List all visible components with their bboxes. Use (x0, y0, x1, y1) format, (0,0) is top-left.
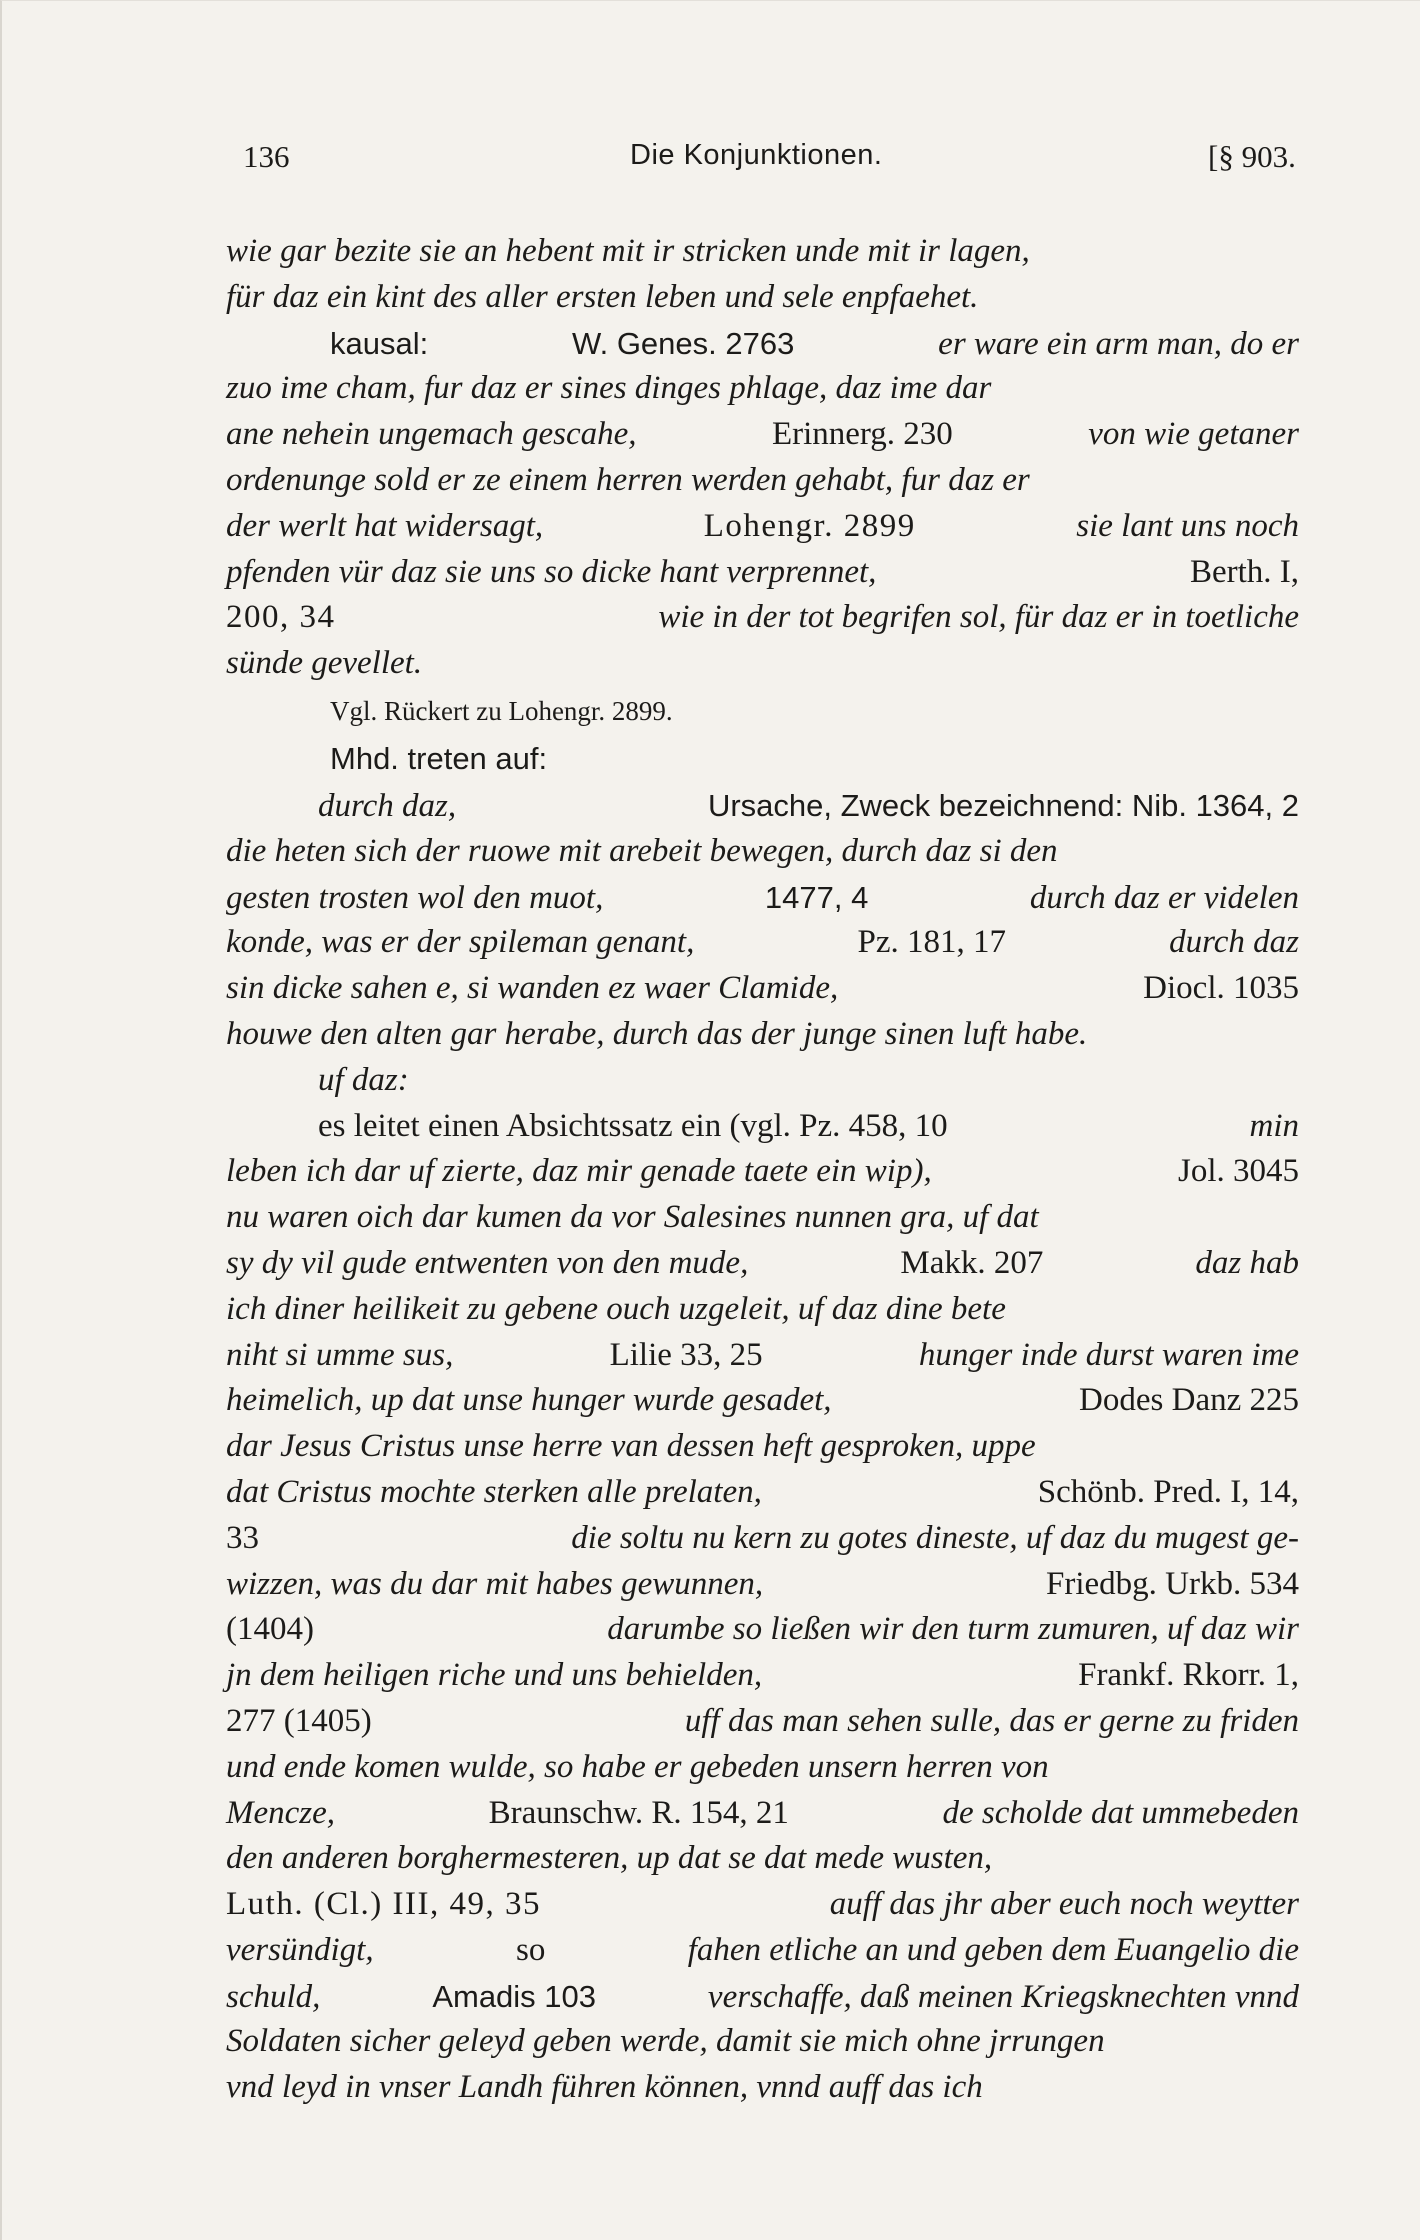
text-line (226, 229, 1299, 275)
citation-text: 33 (226, 1519, 259, 1556)
text-line (226, 2019, 1299, 2065)
quoted-text: fahen etliche an und geben dem Euangelio die (687, 1931, 1299, 1968)
quoted-text: houwe den alten gar herabe, durch das der junge sinen luft habe. (226, 1015, 1088, 1052)
quoted-text: vnd leyd in vnser Landh führen können, vnnd auff das ich (226, 2069, 983, 2106)
text-line (226, 875, 1299, 921)
quoted-text: auff das jhr aber euch noch weytter (829, 1886, 1299, 1923)
text-line (226, 504, 1299, 550)
text-line (226, 1974, 1299, 2020)
citation-text: kausal: (330, 325, 429, 361)
quoted-text: sünde gevellet. (226, 645, 423, 682)
text-line (226, 1470, 1299, 1516)
citation-text: Jol. 3045 (1177, 1153, 1299, 1190)
citation-text: 1477, 4 (764, 879, 869, 915)
citation-text: Diocl. 1035 (1143, 970, 1299, 1007)
text-line (226, 458, 1299, 504)
citation-text: Pz. 181, 17 (857, 924, 1006, 961)
citation-text: Vgl. Rückert zu Lohengr. 2899. (330, 695, 673, 726)
quoted-text: daz hab (1195, 1244, 1299, 1281)
quoted-text: sin dicke sahen e, si wanden ez waer Clamide, (226, 970, 839, 1007)
quoted-text: nu waren oich dar kumen da vor Salesines nunnen gra, uf dat (226, 1199, 1039, 1236)
quoted-text: sie lant uns noch (1076, 507, 1299, 544)
text-line (226, 321, 1299, 367)
citation-text: Mhd. treten auf: (330, 740, 548, 776)
text-line (226, 1287, 1299, 1333)
text-line (226, 595, 1299, 641)
text-line (226, 1516, 1299, 1562)
text-line (226, 2065, 1299, 2111)
quoted-text: schuld, (226, 1978, 321, 2015)
text-line (226, 1882, 1299, 1928)
quoted-text: darumbe so ließen wir den turm zumuren, uf daz wir (607, 1611, 1299, 1648)
text-line (226, 412, 1299, 458)
citation-text: Makk. 207 (900, 1244, 1044, 1281)
text-line (226, 366, 1299, 412)
running-title: Die Konjunktionen. (630, 139, 883, 171)
quoted-text: verschaffe, daß meinen Kriegsknechten vnnd (707, 1978, 1299, 2015)
citation-text: Lilie 33, 25 (609, 1336, 763, 1373)
running-header (2, 139, 1420, 189)
quoted-text: ane nehein ungemach gescahe, (226, 416, 637, 453)
text-line (226, 1699, 1299, 1745)
text-line (226, 783, 1299, 829)
quoted-text: leben ich dar uf zierte, daz mir genade taete ein wip), (226, 1153, 932, 1190)
citation-text: (1404) (226, 1611, 314, 1648)
quoted-text: durch daz er videlen (1029, 879, 1299, 916)
text-line (226, 550, 1299, 596)
text-line (226, 1653, 1299, 1699)
quoted-text: gesten trosten wol den muot, (226, 879, 604, 916)
quoted-text: ordenunge sold er ze einem herren werden gehabt, fur daz er (226, 461, 1030, 498)
quoted-text: dar Jesus Cristus unse herre van dessen heft gesproken, uppe (226, 1428, 1036, 1465)
text-line (226, 1424, 1299, 1470)
quoted-text: wie in der tot begrifen sol, für daz er in toetliche (658, 599, 1299, 636)
citation-text: Schönb. Pred. I, 14, (1037, 1473, 1299, 1510)
citation-text: Lohengr. 2899 (703, 507, 916, 544)
text-line (226, 1104, 1299, 1150)
quoted-text: uff das man sehen sulle, das er gerne zu friden (684, 1702, 1299, 1739)
citation-text: Erinnerg. 230 (771, 416, 953, 453)
text-line (226, 1791, 1299, 1837)
text-body (226, 229, 1299, 2111)
quoted-text: hunger inde durst waren ime (918, 1336, 1299, 1373)
text-line (226, 1333, 1299, 1379)
quoted-text: von wie getaner (1088, 416, 1299, 453)
text-line (226, 641, 1299, 687)
quoted-text: den anderen borghermesteren, up dat se dat mede wusten, (226, 1840, 993, 1877)
quoted-text: durch daz (1169, 924, 1299, 961)
quoted-text: versündigt, (226, 1931, 374, 1968)
quoted-text: pfenden vür daz sie uns so dicke hant verprennet, (226, 553, 877, 590)
citation-text: Frankf. Rkorr. 1, (1078, 1657, 1299, 1694)
citation-text: 277 (1405) (226, 1702, 372, 1739)
text-line (226, 275, 1299, 321)
quoted-text: de scholde dat ummebeden (942, 1794, 1299, 1831)
page-number: 136 (243, 139, 290, 174)
text-line (226, 1241, 1299, 1287)
quoted-text: die soltu nu kern zu gotes dineste, uf daz du mugest ge- (571, 1519, 1299, 1556)
text-line (226, 1836, 1299, 1882)
quoted-text: der werlt hat widersagt, (226, 507, 544, 544)
text-line (226, 1149, 1299, 1195)
quoted-text: dat Cristus mochte sterken alle prelaten, (226, 1473, 762, 1510)
citation-text: W. Genes. 2763 (572, 325, 795, 361)
text-line (226, 920, 1299, 966)
quoted-text: wie gar bezite sie an hebent mit ir stricken unde mit ir lagen, (226, 233, 1030, 269)
citation-text: 200, 34 (226, 599, 336, 636)
quoted-text: uf daz: (318, 1061, 409, 1098)
citation-text: Luth. (Cl.) III, 49, 35 (226, 1886, 541, 1923)
text-line (226, 1378, 1299, 1424)
quoted-text: niht si umme sus, (226, 1336, 454, 1373)
quoted-text: wizzen, was du dar mit habes gewunnen, (226, 1565, 764, 1602)
text-line (226, 735, 1299, 783)
text-line (226, 1745, 1299, 1791)
citation-text: Dodes Danz 225 (1079, 1382, 1299, 1419)
section-reference: [§ 903. (1208, 139, 1296, 174)
citation-text: Amadis 103 (432, 1978, 597, 2014)
text-line (226, 1928, 1299, 1974)
text-line (226, 1562, 1299, 1608)
quoted-text: sy dy vil gude entwenten von den mude, (226, 1244, 749, 1281)
quoted-text: zuo ime cham, fur daz er sines dinges phlage, daz ime dar (226, 370, 992, 407)
text-line (226, 1058, 1299, 1104)
quoted-text: min (1249, 1107, 1299, 1144)
quoted-text: ich diner heilikeit zu gebene ouch uzgeleit, uf daz dine bete (226, 1290, 1006, 1327)
quoted-text: Mencze, (226, 1794, 336, 1831)
quoted-text: jn dem heiligen riche und uns behielden, (226, 1657, 763, 1694)
citation-text: es leitet einen Absichtssatz ein (vgl. Pz. 458, 10 (318, 1107, 948, 1144)
text-line (226, 1607, 1299, 1653)
quoted-text: die heten sich der ruowe mit arebeit bewegen, durch daz si den (226, 832, 1058, 869)
quoted-text: heimelich, up dat unse hunger wurde gesadet, (226, 1382, 832, 1419)
text-line (226, 1195, 1299, 1241)
citation-text: so (515, 1931, 546, 1968)
quoted-text: und ende komen wulde, so habe er gebeden unsern herren von (226, 1748, 1049, 1785)
quoted-text: er ware ein arm man, do er (938, 325, 1299, 362)
text-line (226, 829, 1299, 875)
quoted-text: durch daz, (318, 787, 457, 824)
text-line (226, 687, 1299, 735)
citation-text: Friedbg. Urkb. 534 (1046, 1565, 1299, 1602)
quoted-text: für daz ein kint des aller ersten leben und sele enpfaehet. (226, 278, 979, 315)
text-line (226, 1012, 1299, 1058)
quoted-text: konde, was er der spileman genant, (226, 924, 695, 961)
quoted-text: Soldaten sicher geleyd geben werde, damit sie mich ohne jrrungen (226, 2023, 1105, 2060)
citation-text: Ursache, Zweck bezeichnend: Nib. 1364, 2 (707, 787, 1299, 823)
citation-text: Berth. I, (1189, 553, 1299, 590)
citation-text: Braunschw. R. 154, 21 (488, 1794, 789, 1831)
text-line (226, 966, 1299, 1012)
